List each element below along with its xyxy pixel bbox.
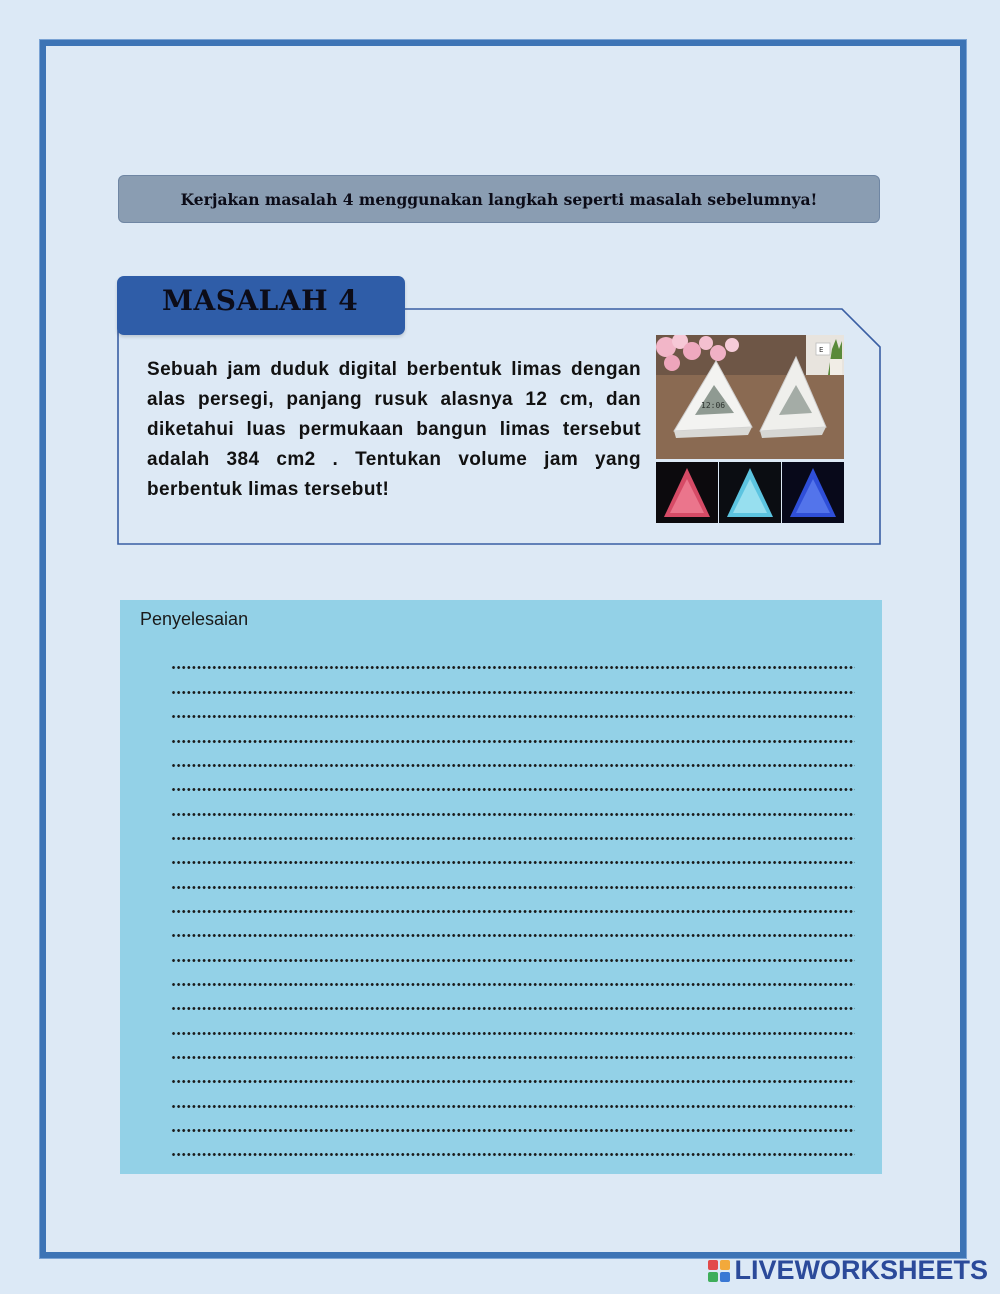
answer-label: Penyelesaian xyxy=(140,609,249,629)
answer-line[interactable] xyxy=(171,764,855,767)
answer-line[interactable] xyxy=(171,934,855,937)
answer-line[interactable] xyxy=(171,813,855,816)
pyramid-clock-photo xyxy=(656,335,844,523)
answer-area[interactable] xyxy=(120,600,882,1174)
answer-line[interactable] xyxy=(171,1032,855,1035)
clock-display: 12:06 xyxy=(701,401,726,410)
answer-line[interactable] xyxy=(171,666,855,669)
answer-line[interactable] xyxy=(171,1007,855,1010)
liveworksheets-brand[interactable] xyxy=(708,1255,988,1286)
answer-line[interactable] xyxy=(171,1080,855,1083)
answer-line[interactable] xyxy=(171,886,855,889)
instruction-text: Kerjakan masalah 4 menggunakan langkah seperti masalah sebelumnya! xyxy=(180,189,818,209)
answer-line[interactable] xyxy=(171,861,855,864)
answer-line[interactable] xyxy=(171,715,855,718)
answer-line[interactable] xyxy=(171,788,855,791)
liveworksheets-logo-icon xyxy=(708,1260,730,1282)
answer-line[interactable] xyxy=(171,959,855,962)
problem-title-tab xyxy=(117,276,405,335)
answer-line[interactable] xyxy=(171,1105,855,1108)
answer-line[interactable] xyxy=(171,1153,855,1156)
svg-text:E: E xyxy=(819,346,824,354)
answer-line[interactable] xyxy=(171,1056,855,1059)
brand-name: LIVEWORKSHEETS xyxy=(734,1255,988,1285)
answer-line[interactable] xyxy=(171,837,855,840)
problem-title: MASALAH 4 xyxy=(162,284,359,317)
answer-line[interactable] xyxy=(171,910,855,913)
problem-text: Sebuah jam duduk digital berbentuk limas dengan alas persegi, panjang rusuk alasnya 12 cm, dan diketahui luas permukaan bangun limas tersebut adalah 384 cm2 . Tentukan volume jam yang berbentuk limas tersebut! xyxy=(147,359,641,500)
answer-line[interactable] xyxy=(171,691,855,694)
answer-line[interactable] xyxy=(171,1129,855,1132)
answer-line[interactable] xyxy=(171,740,855,743)
answer-line[interactable] xyxy=(171,983,855,986)
